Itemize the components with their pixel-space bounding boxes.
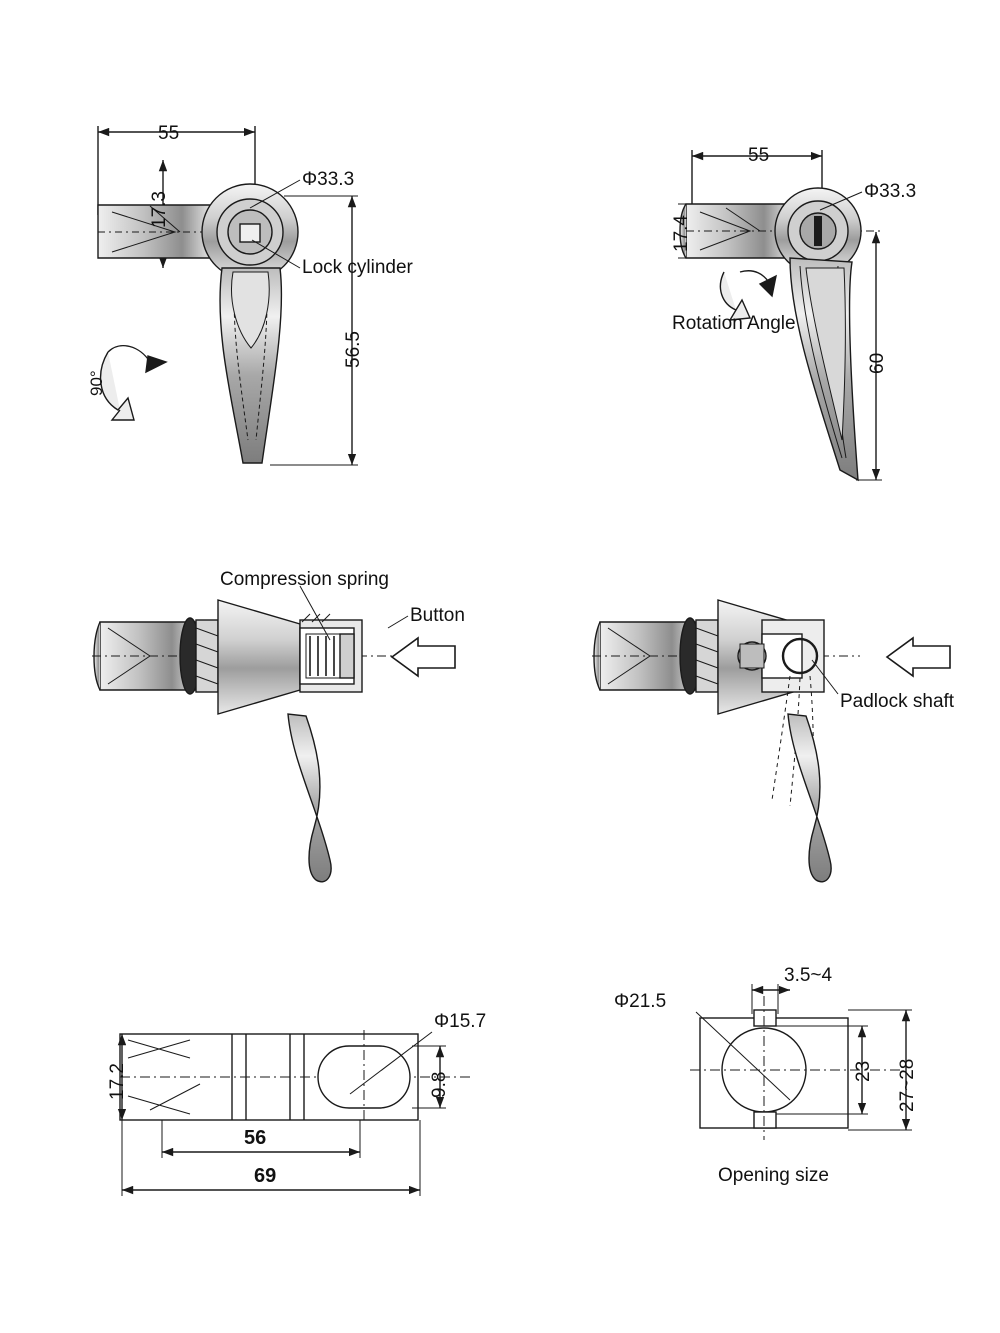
dim-thickness-top-right: 17.4 (671, 215, 692, 252)
view-mid-left (92, 586, 455, 882)
callout-lock-cylinder: Lock cylinder (302, 257, 413, 278)
dim-tab-width: 3.5~4 (784, 965, 833, 986)
dim-slot-diameter: Φ15.7 (434, 1011, 487, 1032)
dim-overall-length: 69 (254, 1165, 277, 1187)
dim-inner-height: 23 (853, 1060, 874, 1082)
dim-inner-length: 56 (244, 1127, 267, 1149)
callout-compression-spring: Compression spring (220, 569, 389, 590)
dim-width-top-right: 55 (748, 145, 770, 166)
dim-hole-diameter: Φ21.5 (614, 991, 667, 1012)
callout-button: Button (410, 605, 465, 626)
dim-rotation-90: 90° (87, 370, 106, 396)
view-bottom-right (690, 984, 912, 1140)
dim-height-bottom-left: 17.2 (107, 1063, 128, 1100)
dim-outer-height: 27~28 (897, 1058, 918, 1112)
dim-slot-height: 9.8 (429, 1071, 450, 1098)
dim-width-top-left: 55 (158, 123, 180, 144)
callout-rotation-angle: Rotation Angle (672, 313, 796, 334)
view-mid-right (592, 600, 950, 882)
callout-padlock-shaft: Padlock shaft (840, 691, 955, 712)
dim-cylinder-diameter-top-right: Φ33.3 (864, 181, 917, 202)
dim-cylinder-diameter-top-left: Φ33.3 (302, 169, 355, 190)
callout-opening-size: Opening size (718, 1165, 829, 1186)
view-bottom-left (120, 1030, 470, 1196)
dim-handle-length-top-right: 60 (867, 352, 888, 374)
dim-thickness-top-left: 17.3 (149, 191, 170, 228)
dim-handle-length-top-left: 56.5 (343, 331, 364, 368)
